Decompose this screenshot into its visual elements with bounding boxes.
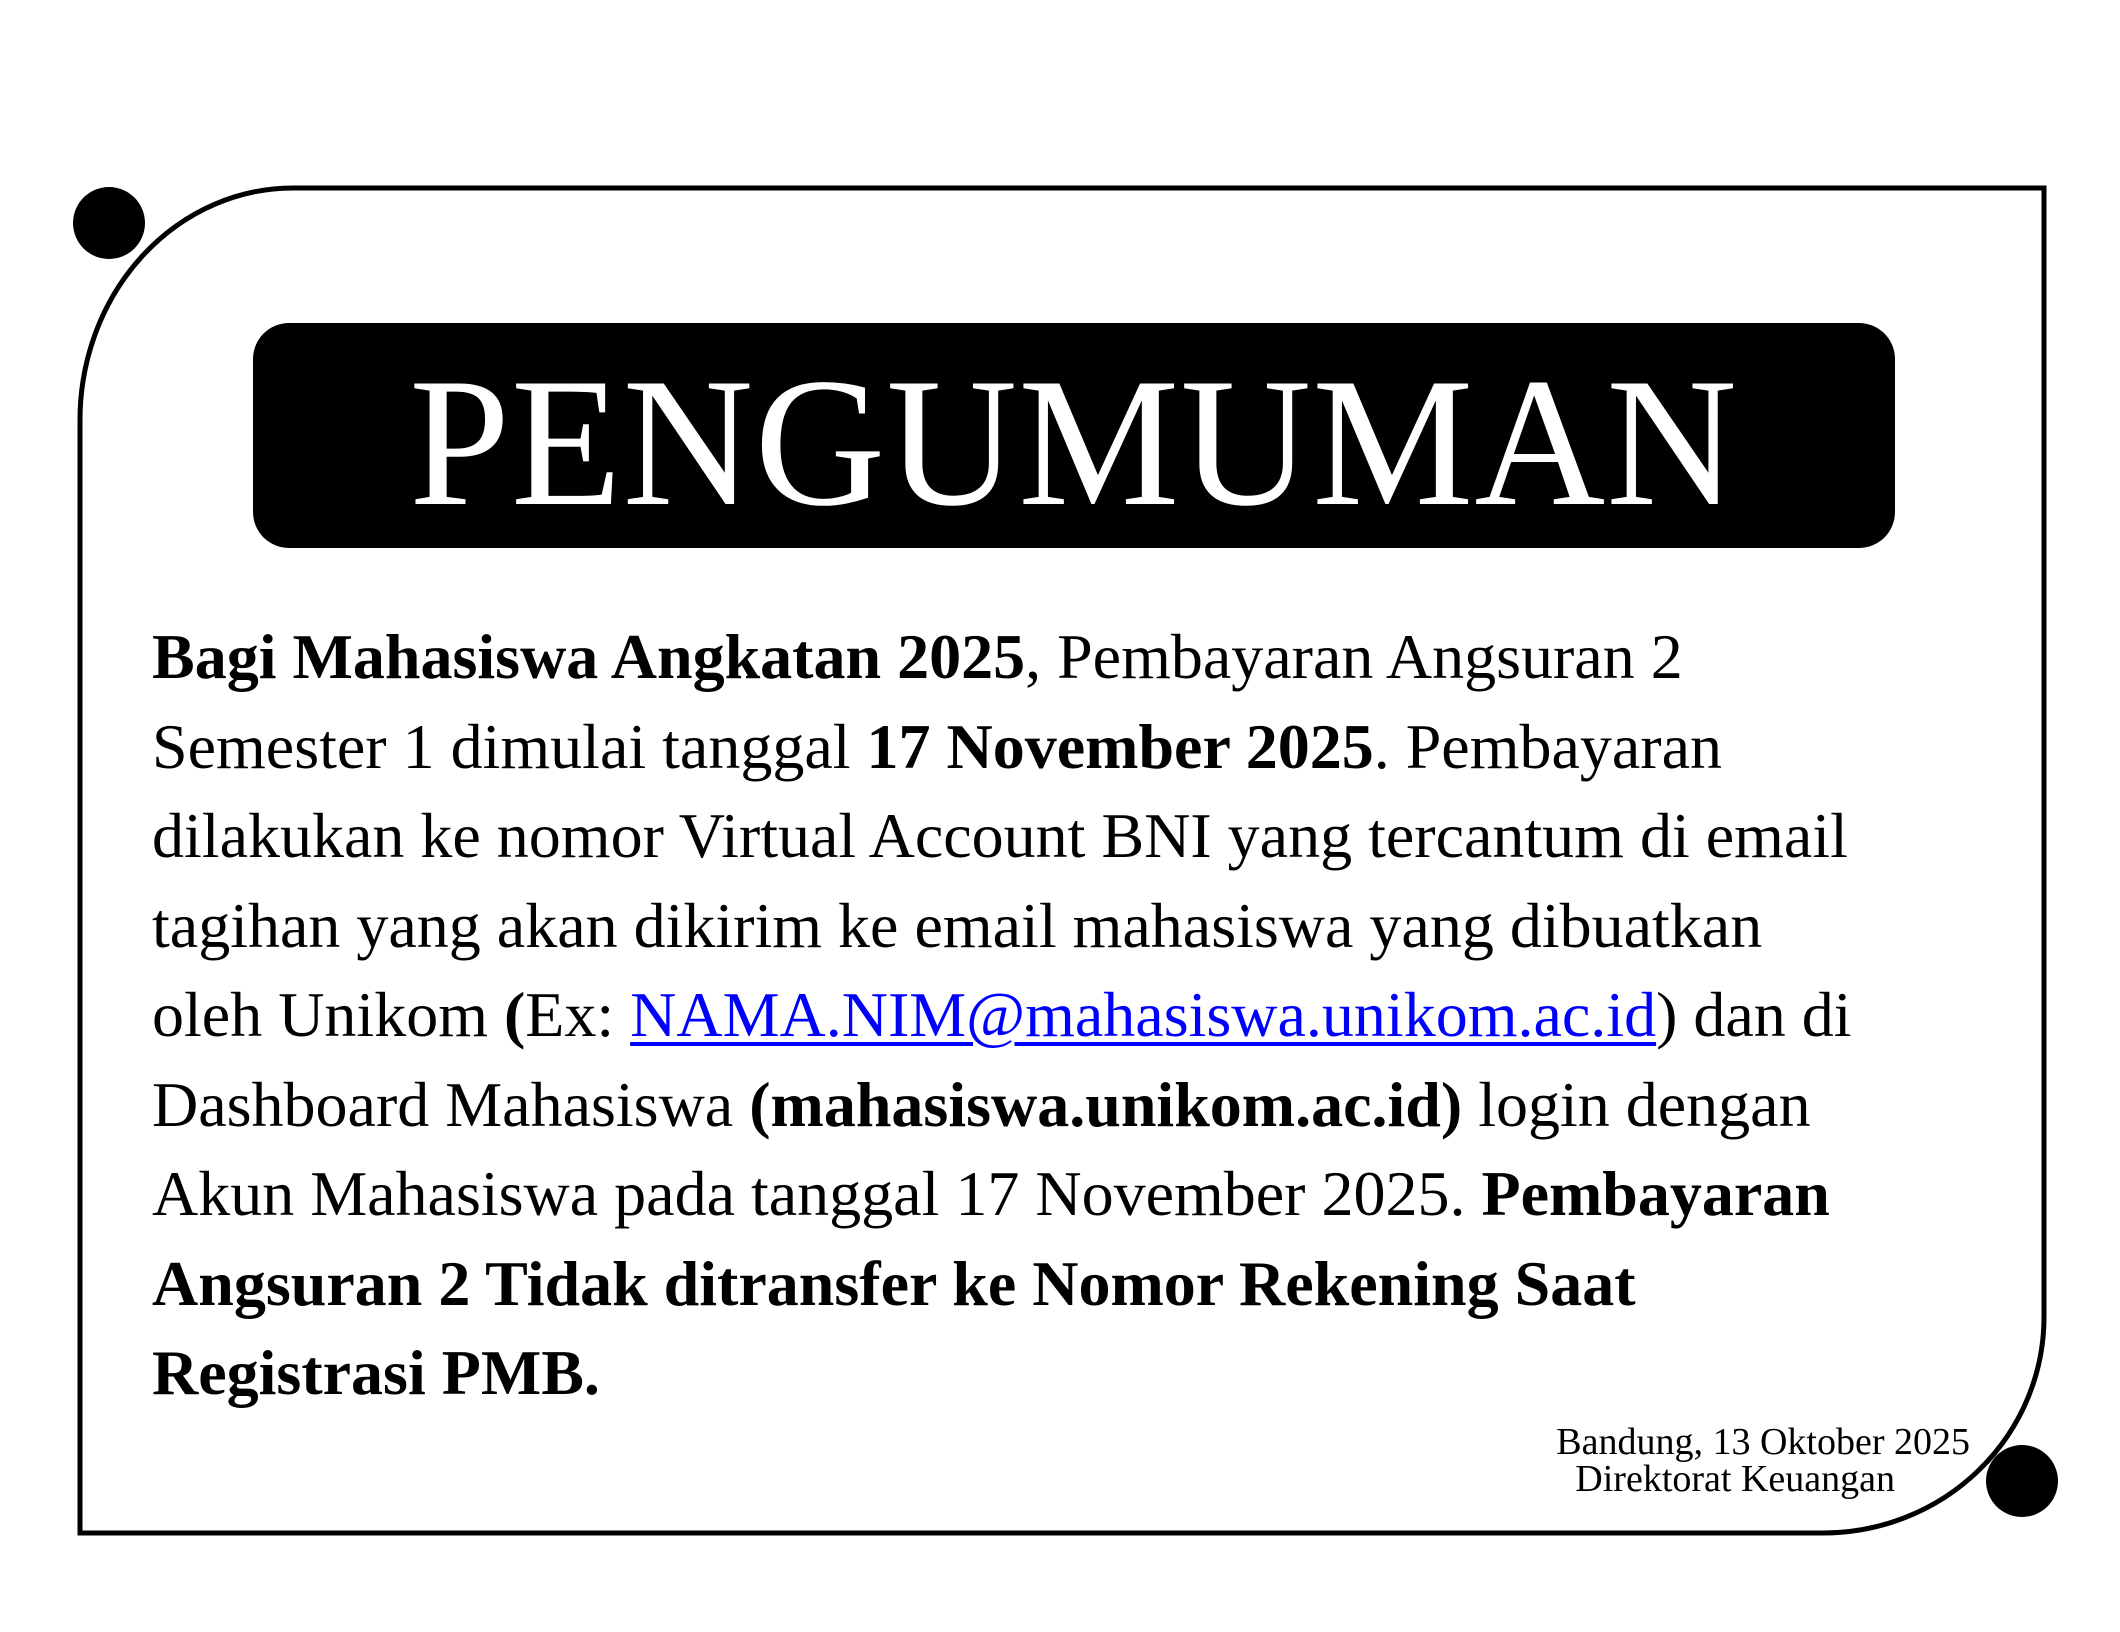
- signature-block: [1500, 1421, 1990, 1500]
- page-title: PENGUMUMAN: [409, 339, 1739, 544]
- announcement-body: [152, 612, 1992, 1418]
- body-line-9: [152, 1328, 1992, 1418]
- body-text-segment: Semester 1 dimulai tanggal: [152, 710, 867, 782]
- body-line-3: [152, 791, 1992, 881]
- body-line-7: [152, 1149, 1992, 1239]
- email-link[interactable]: NAMA.NIM@mahasiswa.unikom.ac.id: [630, 979, 1657, 1050]
- body-text-segment: dilakukan ke nomor Virtual Account BNI yang tercantum di email: [152, 800, 1848, 871]
- body-text-segment: tagihan yang akan dikirim ke email mahasiswa yang dibuatkan: [152, 889, 1763, 961]
- highlight-warning: Pembayaran: [1481, 1158, 1830, 1229]
- body-line-5: [152, 970, 1992, 1060]
- body-text-segment: Ex:: [525, 979, 631, 1050]
- signature-department: Direktorat Keuangan: [1575, 1458, 1895, 1500]
- body-text-segment: Akun Mahasiswa pada tanggal 17 November 2025.: [152, 1158, 1482, 1229]
- title-banner: [253, 323, 1895, 548]
- bottom-right-dot-icon: [1986, 1445, 2058, 1517]
- highlight-start-date: 17 November 2025: [866, 710, 1374, 782]
- signature-place-date: Bandung, 13 Oktober 2025: [1556, 1421, 1970, 1463]
- body-text-segment: , Pembayaran Angsuran 2: [1025, 621, 1683, 692]
- body-line-2: [152, 702, 1992, 792]
- body-text-segment: ) dan di: [1656, 979, 1852, 1050]
- highlight-warning: Angsuran 2 Tidak ditransfer ke Nomor Rekening Saat: [152, 1247, 1636, 1319]
- body-text-segment: login dengan: [1462, 1068, 1811, 1140]
- body-line-1: [152, 612, 1992, 702]
- body-text-segment: . Pembayaran: [1373, 710, 1722, 782]
- highlight-audience: Bagi Mahasiswa Angkatan 2025: [152, 621, 1026, 692]
- highlight-warning: Registrasi PMB.: [152, 1337, 600, 1408]
- open-paren: (: [503, 979, 526, 1050]
- top-left-dot-icon: [73, 187, 145, 259]
- body-line-6: [152, 1060, 1992, 1150]
- body-line-4: [152, 881, 1992, 971]
- body-text-segment: oleh Unikom: [152, 979, 504, 1050]
- body-line-8: [152, 1239, 1992, 1329]
- body-text-segment: Dashboard Mahasiswa: [152, 1068, 750, 1140]
- highlight-dashboard-url: (mahasiswa.unikom.ac.id): [749, 1068, 1463, 1140]
